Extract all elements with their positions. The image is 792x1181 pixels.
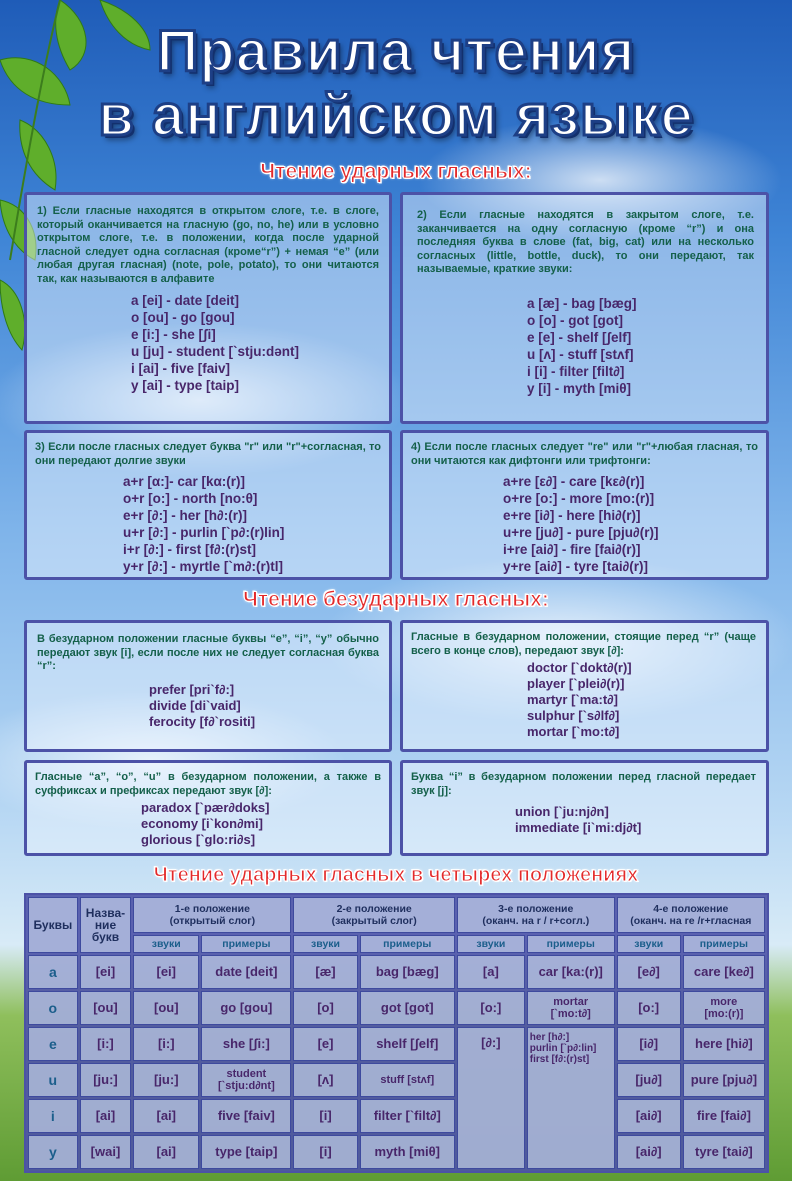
cell-sound: [o] bbox=[293, 991, 357, 1025]
rule-text: Гласные “a”, “o”, “u” в безударном положении, а также в суффиксах и префиксах передают звук [∂]: bbox=[35, 771, 381, 797]
header-position-1: 1-е положение (открытый слог) bbox=[133, 897, 291, 933]
rule-text: 2) Если гласные находятся в закрытом слоге, т.е. заканчивается на одну согласную (кроме “r”) и она последняя буква в слове (fat, big, cat) или на несколько согласных (little, bottle, duck), то они передают, так называемые, краткие звуки: bbox=[417, 209, 754, 275]
header-letters: Буквы bbox=[28, 897, 78, 953]
cell-example: student [`stju:d∂nt] bbox=[201, 1063, 291, 1097]
cell-letter: u bbox=[28, 1063, 78, 1097]
example-item: economy [i`kon∂mi] bbox=[141, 816, 263, 831]
cell-name: [ou] bbox=[80, 991, 132, 1025]
cell-example: tyre [tai∂] bbox=[683, 1135, 765, 1169]
cell-name: [ju:] bbox=[80, 1063, 132, 1097]
cell-letter: e bbox=[28, 1027, 78, 1061]
table-row bbox=[28, 1063, 765, 1097]
header-letter-names: Назва- ние букв bbox=[80, 897, 132, 953]
cell-sound: [ai] bbox=[133, 1135, 199, 1169]
example-item: y [ai] - type [taip] bbox=[131, 378, 240, 393]
table-row bbox=[28, 991, 765, 1025]
example-item: y [i] - myth [miθ] bbox=[527, 380, 632, 396]
cell-sound: [ai∂] bbox=[617, 1099, 681, 1133]
cell-sound: [∂:] bbox=[457, 1027, 525, 1169]
cell-sound: [o:] bbox=[457, 991, 525, 1025]
example-item: y+re [ai∂] - tyre [tai∂(r)] bbox=[503, 559, 648, 574]
cell-example: shelf [ʃelf] bbox=[360, 1027, 455, 1061]
example-list bbox=[37, 682, 379, 730]
example-item: i [ai] - five [faiv] bbox=[131, 361, 231, 376]
cell-example: here [hi∂] bbox=[683, 1027, 765, 1061]
example-item: sulphur [`s∂lf∂] bbox=[527, 708, 620, 723]
example-item: a [æ] - bag [bæg] bbox=[527, 295, 637, 311]
example-item: e+r [∂:] - her [h∂:(r)] bbox=[123, 508, 247, 523]
cell-example: filter [`filt∂] bbox=[360, 1099, 455, 1133]
example-item: u+re [ju∂] - pure [pju∂(r)] bbox=[503, 525, 659, 540]
subheader-examples: примеры bbox=[527, 935, 615, 953]
cell-sound: [ou] bbox=[133, 991, 199, 1025]
cell-example: car [ka:(r)] bbox=[527, 955, 615, 989]
cell-sound: [o:] bbox=[617, 991, 681, 1025]
cell-example: she [ʃi:] bbox=[201, 1027, 291, 1061]
table-row bbox=[28, 1099, 765, 1133]
cell-example: bag [bæg] bbox=[360, 955, 455, 989]
cell-sound: [i] bbox=[293, 1099, 357, 1133]
cell-example: got [got] bbox=[360, 991, 455, 1025]
section-heading-stressed: Чтение ударных гласных: bbox=[260, 160, 532, 183]
example-item: ferocity [f∂`rositi] bbox=[149, 713, 256, 729]
cell-example: mortar [`mo:t∂] bbox=[527, 991, 615, 1025]
cell-example: stuff [stʌf] bbox=[360, 1063, 455, 1097]
cell-sound: [ai∂] bbox=[617, 1135, 681, 1169]
example-item: doctor [`dokt∂(r)] bbox=[527, 660, 632, 675]
subheader-sounds: звуки bbox=[133, 935, 199, 953]
cell-example: her [h∂:] purlin [`p∂:lin] first [f∂:(r)st] bbox=[527, 1027, 615, 1169]
cell-example: care [ke∂] bbox=[683, 955, 765, 989]
example-item: player [`plei∂(r)] bbox=[527, 676, 625, 691]
rule-box-open-syllable bbox=[24, 192, 392, 424]
example-item: e+re [i∂] - here [hi∂(r)] bbox=[503, 508, 641, 523]
rule-box-closed-syllable bbox=[400, 192, 769, 424]
title-line-1: Правила чтения bbox=[156, 19, 636, 84]
rule-text: В безударном положении гласные буквы “e”, “i”, “y” обычно передают звук [i], если после них не следует согласная буква “r”: bbox=[37, 633, 379, 672]
example-item: o+re [o:] - more [mo:(r)] bbox=[503, 491, 655, 506]
example-item: prefer [pri`f∂:] bbox=[149, 681, 235, 697]
cell-sound: [i∂] bbox=[617, 1027, 681, 1061]
rule-box-unstressed-i bbox=[24, 620, 392, 752]
example-item: u+r [∂:] - purlin [`p∂:(r)lin] bbox=[123, 525, 285, 540]
example-item: o [ou] - go [gou] bbox=[131, 310, 235, 325]
rule-box-unstressed-r bbox=[400, 620, 769, 752]
example-item: a+re [ε∂] - care [kε∂(r)] bbox=[503, 474, 645, 489]
header-position-4: 4-е положение (оканч. на re /r+гласная bbox=[617, 897, 765, 933]
example-item: i+r [∂:] - first [f∂:(r)st] bbox=[123, 542, 256, 557]
example-item: u [ju] - student [`stju:dənt] bbox=[131, 344, 299, 359]
cell-example: fire [fai∂] bbox=[683, 1099, 765, 1133]
cell-sound: [ai] bbox=[133, 1099, 199, 1133]
title-line-2: в английском языке bbox=[98, 83, 694, 148]
cell-example: date [deit] bbox=[201, 955, 291, 989]
cell-example: myth [miθ] bbox=[360, 1135, 455, 1169]
example-item: a [ei] - date [deit] bbox=[131, 293, 240, 308]
rule-box-unstressed-schwa bbox=[24, 760, 392, 856]
cell-example: type [taip] bbox=[201, 1135, 291, 1169]
rule-text: Гласные в безударном положении, стоящие перед “r” (чаще всего в конце слов), передают звук [∂]: bbox=[411, 631, 756, 657]
cell-sound: [æ] bbox=[293, 955, 357, 989]
example-item: immediate [i`mi:dj∂t] bbox=[515, 820, 642, 835]
example-item: o [o] - got [got] bbox=[527, 312, 623, 328]
cell-name: [ai] bbox=[80, 1099, 132, 1133]
table-row bbox=[28, 955, 765, 989]
example-item: paradox [`pær∂doks] bbox=[141, 800, 270, 815]
example-list bbox=[417, 295, 754, 397]
cell-name: [wai] bbox=[80, 1135, 132, 1169]
cell-example: go [gou] bbox=[201, 991, 291, 1025]
rule-box-unstressed-j bbox=[400, 760, 769, 856]
example-item: mortar [`mo:t∂] bbox=[527, 724, 620, 739]
example-list bbox=[411, 804, 756, 836]
example-list bbox=[37, 292, 379, 394]
example-list bbox=[411, 660, 756, 740]
cell-letter: y bbox=[28, 1135, 78, 1169]
header-position-3: 3-е положение (оканч. на r / r+согл.) bbox=[457, 897, 615, 933]
table-row bbox=[28, 1135, 765, 1169]
rule-box-r-long bbox=[24, 430, 392, 580]
subheader-examples: примеры bbox=[201, 935, 291, 953]
subheader-sounds: звуки bbox=[457, 935, 525, 953]
cell-sound: [i:] bbox=[133, 1027, 199, 1061]
section-heading-unstressed: Чтение безударных гласных: bbox=[243, 588, 549, 611]
subheader-sounds: звуки bbox=[617, 935, 681, 953]
example-item: i [i] - filter [filt∂] bbox=[527, 363, 625, 379]
cell-sound: [e] bbox=[293, 1027, 357, 1061]
example-item: divide [di`vaid] bbox=[149, 697, 241, 713]
cell-sound: [ju∂] bbox=[617, 1063, 681, 1097]
example-item: y+r [∂:] - myrtle [`m∂:(r)tl] bbox=[123, 559, 283, 574]
example-item: o+r [o:] - north [no:θ] bbox=[123, 491, 258, 506]
example-item: i+re [ai∂] - fire [fai∂(r)] bbox=[503, 542, 641, 557]
subheader-sounds: звуки bbox=[293, 935, 357, 953]
subheader-examples: примеры bbox=[360, 935, 455, 953]
example-item: e [i:] - she [ʃi] bbox=[131, 327, 216, 342]
cell-letter: i bbox=[28, 1099, 78, 1133]
rule-text: Буква “i” в безударном положении перед гласной передает звук [j]: bbox=[411, 771, 756, 797]
cell-sound: [ju:] bbox=[133, 1063, 199, 1097]
cell-sound: [a] bbox=[457, 955, 525, 989]
cell-letter: a bbox=[28, 955, 78, 989]
cell-example: more [mo:(r)] bbox=[683, 991, 765, 1025]
example-item: martyr [`ma:t∂] bbox=[527, 692, 618, 707]
example-item: glorious [`glo:ri∂s] bbox=[141, 832, 256, 847]
example-list bbox=[35, 800, 381, 848]
rule-text: 1) Если гласные находятся в открытом слоге, т.е. в слоге, который оканчивается на гласную (go, no, he) или в условно открытом слоге, т.е. в положении, когда после ударной гласной следует одна согласная (кроме“r”) + немая “e” (или любая другая гласная) (note, pole, potato), то они читаются так, как называются в алфавите bbox=[37, 205, 379, 285]
cell-sound: [ei] bbox=[133, 955, 199, 989]
example-item: e [e] - shelf [ʃelf] bbox=[527, 329, 632, 345]
cell-letter: o bbox=[28, 991, 78, 1025]
rule-text: 4) Если после гласных следует "re" или "r"+любая гласная, то они читаются как дифтонги или трифтонги: bbox=[411, 441, 758, 467]
rule-box-re-diphthong bbox=[400, 430, 769, 580]
header-position-2: 2-е положение (закрытый слог) bbox=[293, 897, 454, 933]
cell-sound: [e∂] bbox=[617, 955, 681, 989]
cell-sound: [i] bbox=[293, 1135, 357, 1169]
four-positions-table bbox=[24, 893, 769, 1173]
section-heading-four-positions: Чтение ударных гласных в четырех положениях bbox=[153, 864, 639, 886]
rule-text: 3) Если после гласных следует буква "r" или "r"+согласная, то они передают долгие звуки bbox=[35, 441, 381, 467]
cell-name: [i:] bbox=[80, 1027, 132, 1061]
cell-sound: [ʌ] bbox=[293, 1063, 357, 1097]
cell-example: pure [pju∂] bbox=[683, 1063, 765, 1097]
example-list bbox=[35, 473, 381, 575]
example-list bbox=[411, 473, 758, 575]
example-item: union [`ju:nj∂n] bbox=[515, 804, 609, 819]
subheader-examples: примеры bbox=[683, 935, 765, 953]
table-row bbox=[28, 1027, 765, 1061]
cell-name: [ei] bbox=[80, 955, 132, 989]
cell-example: five [faiv] bbox=[201, 1099, 291, 1133]
example-item: a+r [α:]- car [kα:(r)] bbox=[123, 474, 245, 489]
example-item: u [ʌ] - stuff [stʌf] bbox=[527, 346, 634, 362]
